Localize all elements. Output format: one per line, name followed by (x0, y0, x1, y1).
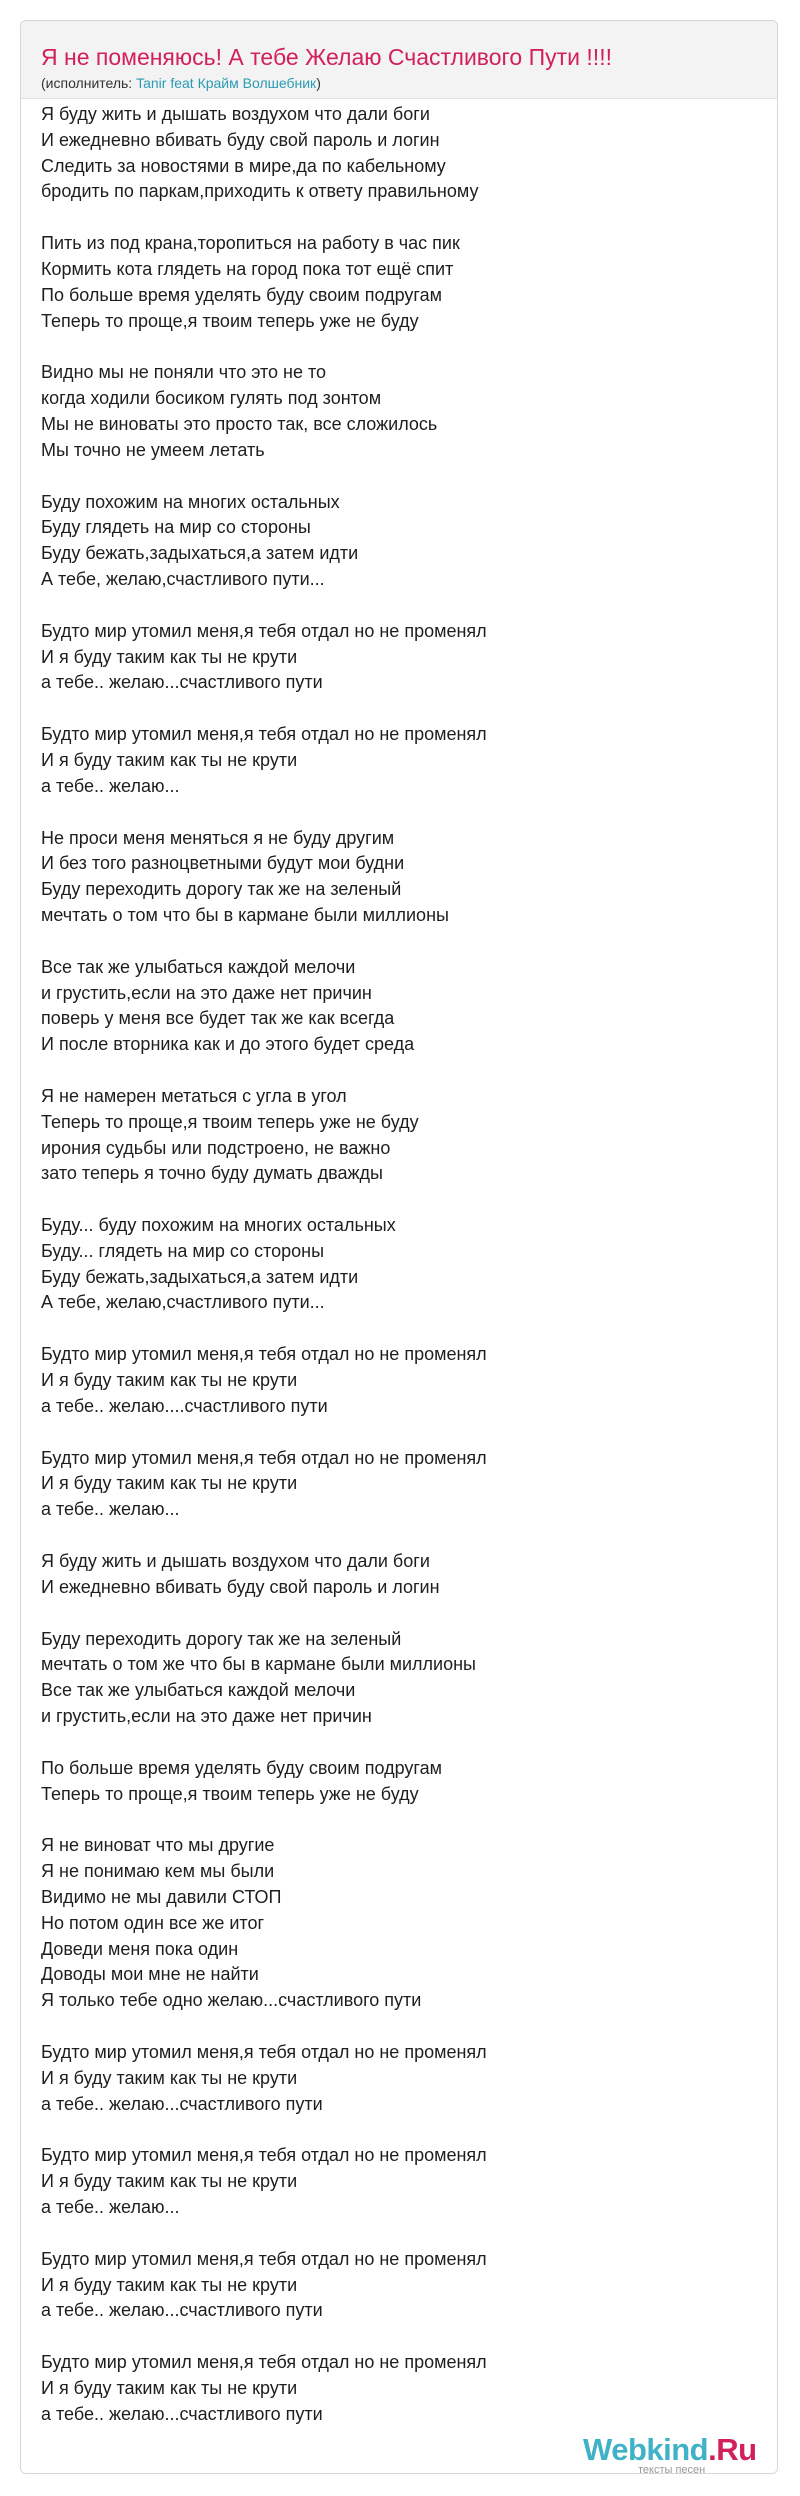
artist-suffix: ) (316, 75, 321, 91)
lyric-line: Доведи меня пока один (41, 1938, 239, 1959)
song-title: Я не поменяюсь! А тебе Желаю Счастливого Пути !!!! (41, 44, 612, 70)
lyric-line: Буду переходить дорогу так же на зеленый (41, 1628, 402, 1649)
logo-tagline: тексты песен (638, 2464, 706, 2476)
lyric-line: Будто мир утомил меня,я тебя отдал но не променял (41, 2145, 487, 2166)
artist-prefix: (исполнитель: (41, 75, 137, 91)
lyric-line: И ежедневно вбивать буду свой пароль и логин (41, 129, 440, 150)
lyric-line: когда ходили босиком гулять под зонтом (41, 388, 382, 409)
lyrics-stanza (41, 1084, 761, 1187)
lyric-line: И после вторника как и до этого будет среда (41, 1034, 415, 1055)
lyrics-stanza (41, 1833, 761, 2014)
lyric-line: Буду бежать,задыхаться,а затем идти (41, 543, 359, 564)
lyric-line: Я буду жить и дышать воздухом что дали боги (41, 1551, 430, 1572)
lyrics-card (20, 20, 778, 2474)
lyrics-stanza (41, 2040, 761, 2117)
lyrics-stanza (41, 231, 761, 334)
lyric-line: Доводы мои мне не найти (41, 1964, 259, 1985)
lyric-line: ирония судьбы или подстроено, не важно (41, 1137, 391, 1158)
lyric-line: Буду похожим на многих остальных (41, 491, 340, 512)
lyric-line: Мы не виноваты это просто так, все сложилось (41, 413, 438, 434)
lyric-line: Буду переходить дорогу так же на зеленый (41, 879, 402, 900)
lyric-line: И я буду таким как ты не крути (41, 2067, 298, 2088)
lyric-line: Все так же улыбаться каждой мелочи (41, 1680, 356, 1701)
lyrics-stanza (41, 619, 761, 696)
logo-wordmark (583, 2433, 757, 2467)
lyric-line: Буду бежать,задыхаться,а затем идти (41, 1266, 359, 1287)
lyric-line: а тебе.. желаю...счастливого пути (41, 2093, 323, 2114)
lyric-line: А тебе, желаю,счастливого пути... (41, 568, 325, 589)
lyric-line: Теперь то проще,я твоим теперь уже не буду (41, 1111, 419, 1132)
logo-brand: Webkind (583, 2432, 709, 2467)
lyrics-stanza (41, 1627, 761, 1730)
lyric-line: Следить за новостями в мире,да по кабельному (41, 155, 446, 176)
lyrics-stanza (41, 490, 761, 593)
lyric-line: и грустить,если на это даже нет причин (41, 1706, 372, 1727)
lyric-line: А тебе, желаю,счастливого пути... (41, 1292, 325, 1313)
lyric-line: И я буду таким как ты не крути (41, 2274, 298, 2295)
lyric-line: Видимо не мы давили СТОП (41, 1887, 282, 1908)
lyric-line: а тебе.. желаю... (41, 1499, 180, 1520)
lyric-line: Будто мир утомил меня,я тебя отдал но не променял (41, 2248, 487, 2269)
lyric-line: мечтать о том же что бы в кармане были миллионы (41, 1654, 476, 1675)
lyric-line: зато теперь я точно буду думать дважды (41, 1163, 383, 1184)
lyric-line: Теперь то проще,я твоим теперь уже не буду (41, 310, 419, 331)
lyric-line: И без того разноцветными будут мои будни (41, 853, 405, 874)
lyric-line: По больше время уделять буду своим подругам (41, 284, 442, 305)
lyric-line: По больше время уделять буду своим подругам (41, 1757, 442, 1778)
lyric-line: Но потом один все же итог (41, 1912, 265, 1933)
lyrics-stanza (41, 1446, 761, 1523)
lyric-line: и грустить,если на это даже нет причин (41, 982, 372, 1003)
lyric-line: Буду... глядеть на мир со стороны (41, 1240, 325, 1261)
lyric-line: Я буду жить и дышать воздухом что дали боги (41, 104, 430, 124)
lyrics-stanza (41, 1342, 761, 1419)
lyrics-stanza (41, 360, 761, 463)
logo-tld: .Ru (708, 2432, 757, 2467)
lyric-line: Теперь то проще,я твоим теперь уже не буду (41, 1783, 419, 1804)
lyric-line: И я буду таким как ты не крути (41, 646, 298, 667)
lyrics-stanza (41, 1549, 761, 1601)
lyrics-stanza (41, 102, 761, 205)
lyric-line: а тебе.. желаю...счастливого пути (41, 672, 323, 693)
lyric-line: Не проси меня меняться я не буду другим (41, 827, 395, 848)
lyric-line: Пить из под крана,торопиться на работу в час пик (41, 233, 460, 254)
lyric-line: Я не намерен метаться с угла в угол (41, 1085, 347, 1106)
artist-line (41, 74, 321, 92)
lyric-line: поверь у меня все будет так же как всегда (41, 1008, 395, 1029)
lyric-line: а тебе.. желаю... (41, 2197, 180, 2217)
lyric-line: а тебе.. желаю....счастливого пути (41, 1395, 328, 1416)
lyric-line: Будто мир утомил меня,я тебя отдал но не променял (41, 724, 487, 745)
lyrics-stanza (41, 722, 761, 799)
lyrics-stanza (41, 2247, 761, 2324)
lyric-line: Будто мир утомил меня,я тебя отдал но не променял (41, 1447, 487, 1468)
lyric-line: Мы точно не умеем летать (41, 439, 265, 460)
lyric-line: а тебе.. желаю...счастливого пути (41, 2403, 323, 2424)
lyric-line: И я буду таким как ты не крути (41, 1370, 298, 1391)
lyric-line: а тебе.. желаю... (41, 775, 180, 796)
lyrics-stanza (41, 1756, 761, 1808)
lyric-line: Буду... буду похожим на многих остальных (41, 1215, 396, 1236)
lyric-line: Я не виноват что мы другие (41, 1835, 275, 1856)
lyrics-stanza (41, 2143, 761, 2220)
lyric-line: Буду глядеть на мир со стороны (41, 517, 311, 538)
lyrics-body (41, 102, 761, 2454)
lyric-line: а тебе.. желаю...счастливого пути (41, 2300, 323, 2321)
webkind-logo[interactable] (583, 2432, 763, 2476)
lyric-line: И ежедневно вбивать буду свой пароль и логин (41, 1576, 440, 1597)
lyrics-stanza (41, 1213, 761, 1316)
lyric-line: Я только тебе одно желаю...счастливого пути (41, 1990, 422, 2011)
lyric-line: Будто мир утомил меня,я тебя отдал но не променял (41, 1344, 487, 1365)
lyric-line: Видно мы не поняли что это не то (41, 362, 327, 383)
lyrics-header (21, 21, 777, 99)
lyrics-stanza (41, 826, 761, 929)
lyric-line: И я буду таким как ты не крути (41, 1473, 298, 1494)
lyric-line: мечтать о том что бы в кармане были миллионы (41, 904, 449, 925)
lyric-line: Будто мир утомил меня,я тебя отдал но не променял (41, 620, 487, 641)
lyric-line: Будто мир утомил меня,я тебя отдал но не променял (41, 2352, 487, 2373)
lyric-line: И я буду таким как ты не крути (41, 2171, 298, 2192)
lyric-line: И я буду таким как ты не крути (41, 2377, 298, 2398)
lyric-line: Все так же улыбаться каждой мелочи (41, 956, 356, 977)
lyrics-stanza (41, 955, 761, 1058)
artist-link[interactable]: Tanir feat Крайм Волшебник (136, 75, 317, 91)
lyric-line: Будто мир утомил меня,я тебя отдал но не променял (41, 2042, 487, 2063)
lyric-line: Кормить кота глядеть на город пока тот ещё спит (41, 258, 454, 279)
lyrics-stanza (41, 2350, 761, 2427)
lyric-line: Я не понимаю кем мы были (41, 1861, 275, 1882)
lyric-line: бродить по паркам,приходить к ответу правильному (41, 181, 479, 202)
lyric-line: И я буду таким как ты не крути (41, 749, 298, 770)
